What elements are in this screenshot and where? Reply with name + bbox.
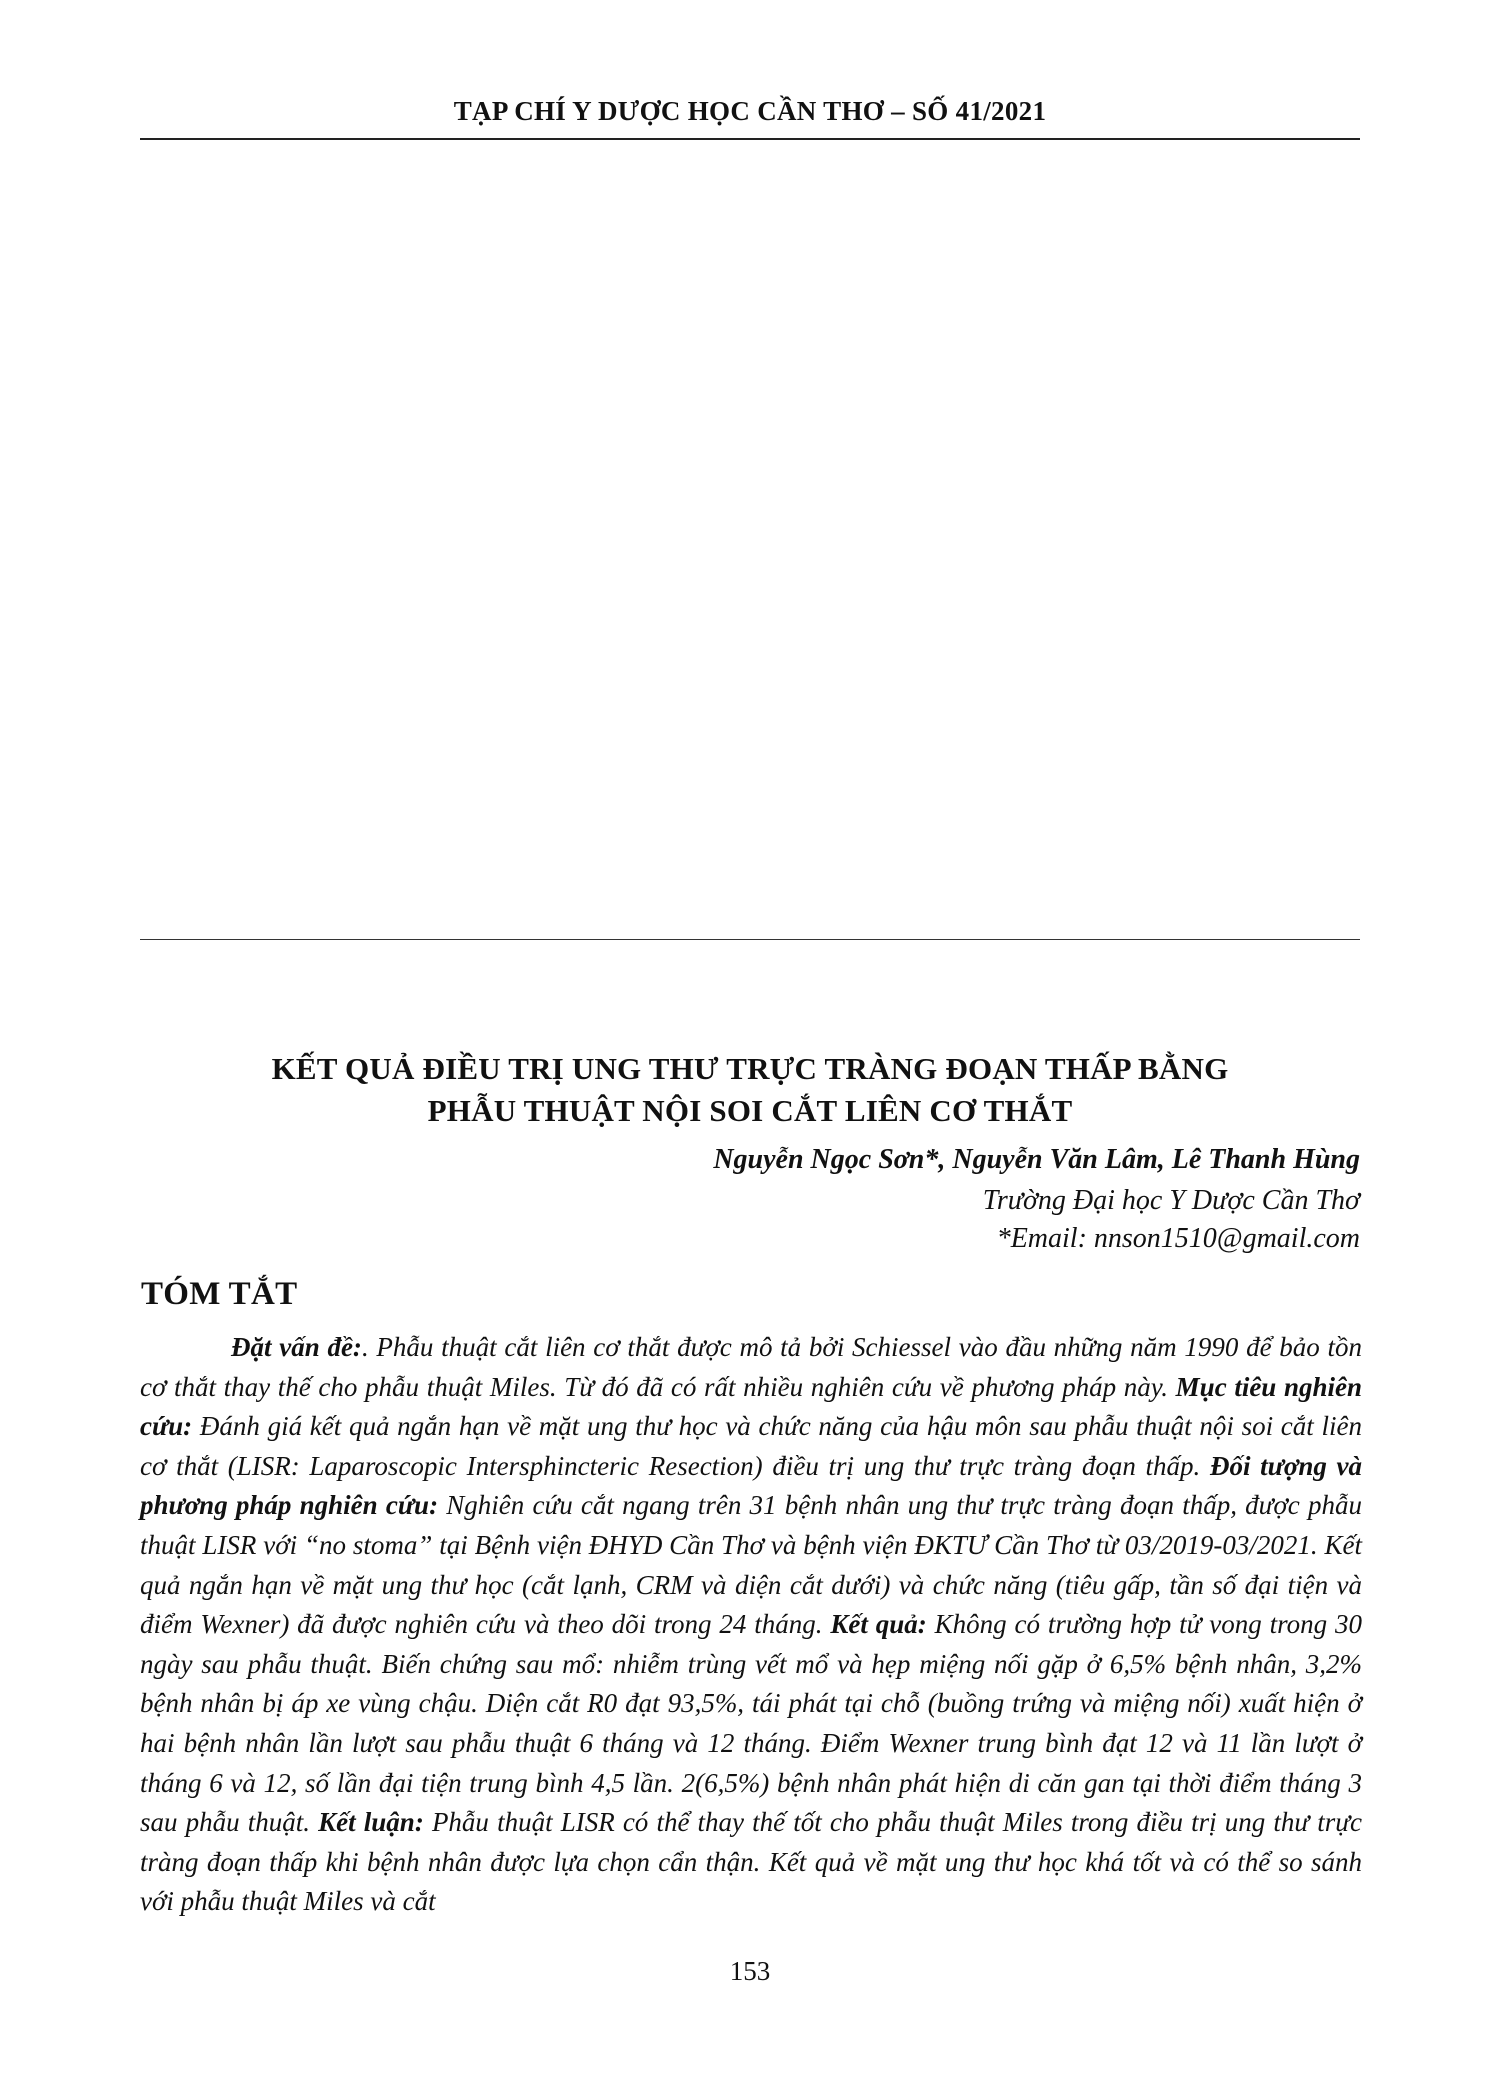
corresponding-email: *Email: nnson1510@gmail.com	[996, 1223, 1360, 1254]
abstract-body	[140, 1328, 1362, 1922]
abstract-heading: TÓM TẮT	[141, 1276, 298, 1312]
author-affiliation: Trường Đại học Y Dược Cần Thơ	[982, 1185, 1360, 1216]
abstract-text-objective: Đánh giá kết quả ngắn hạn về mặt ung thư học và chức năng của hậu môn sau phẫu thuật nội soi cắt liên cơ thắt (LISR: Laparoscopic Intersphincteric Resection) điều trị ung thư trực tràng đoạn thấp.	[140, 1411, 1362, 1481]
abstract-text-results: Không có trường hợp tử vong trong 30 ngày sau phẫu thuật. Biến chứng sau mổ: nhiễm trùng vết mổ và hẹp miệng nối gặp ở 6,5% bệnh nhân, 3,2% bệnh nhân bị áp xe vùng chậu. Diện cắt R0 đạt 93,5%, tái phát tại chỗ (buồng trứng và miệng nối) xuất hiện ở hai bệnh nhân lần lượt sau phẫu thuật 6 tháng và 12 tháng. Điểm Wexner trung bình đạt 12 và 11 lần lượt ở tháng 6 và 12, số lần đại tiện trung bình 4,5 lần. 2(6,5%) bệnh nhân phát hiện di căn gan tại thời điểm tháng 3 sau phẫu thuật.	[140, 1609, 1362, 1838]
abstract-text-methods: Nghiên cứu cắt ngang trên 31 bệnh nhân ung thư trực tràng đoạn thấp, được phẫu thuật LISR với “no stoma” tại Bệnh viện ĐHYD Cần Thơ và bệnh viện ĐKTƯ Cần Thơ từ 03/2019-03/2021. Kết quả ngắn hạn về mặt ung thư học (cắt lạnh, CRM và diện cắt dưới) và chức năng (tiêu gấp, tần số đại tiện và điểm Wexner) đã được nghiên cứu và theo dõi trong 24 tháng.	[140, 1490, 1362, 1640]
journal-running-header: TẠP CHÍ Y DƯỢC HỌC CẦN THƠ – SỐ 41/2021	[453, 96, 1047, 126]
abstract-text-conclusion: Phẫu thuật LISR có thể thay thế tốt cho phẫu thuật Miles trong điều trị ung thư trực tràng đoạn thấp khi bệnh nhân được lựa chọn cẩn thận. Kết quả về mặt ung thư học khá tốt và có thể so sánh với phẫu thuật Miles và cắt	[140, 1807, 1362, 1917]
article-title	[140, 1048, 1360, 1132]
abstract-text-background: . Phẫu thuật cắt liên cơ thắt được mô tả bởi Schiessel vào đầu những năm 1990 để bảo tồn cơ thắt thay thế cho phẫu thuật Miles. Từ đó đã có rất nhiều nghiên cứu về phương pháp này.	[140, 1332, 1363, 1402]
article-title-line-2: PHẪU THUẬT NỘI SOI CẮT LIÊN CƠ THẮT	[427, 1093, 1073, 1128]
article-authors: Nguyễn Ngọc Sơn*, Nguyễn Văn Lâm, Lê Thanh Hùng	[713, 1144, 1360, 1175]
article-title-line-1: KẾT QUẢ ĐIỀU TRỊ UNG THƯ TRỰC TRÀNG ĐOẠN THẤP BẰNG	[271, 1051, 1229, 1086]
author-affiliation-block	[983, 1182, 1360, 1258]
section-divider-rule	[140, 939, 1360, 940]
abstract-label-results: Kết quả:	[830, 1609, 927, 1640]
header-rule	[140, 138, 1360, 140]
abstract-label-background: Đặt vấn đề:	[231, 1332, 362, 1362]
abstract-label-methods: Đối tượng và phương pháp nghiên cứu:	[140, 1450, 1362, 1521]
abstract-label-conclusion: Kết luận:	[318, 1807, 424, 1838]
abstract-label-objective: Mục tiêu nghiên cứu:	[140, 1371, 1362, 1442]
page-number: 153	[729, 1956, 771, 1986]
